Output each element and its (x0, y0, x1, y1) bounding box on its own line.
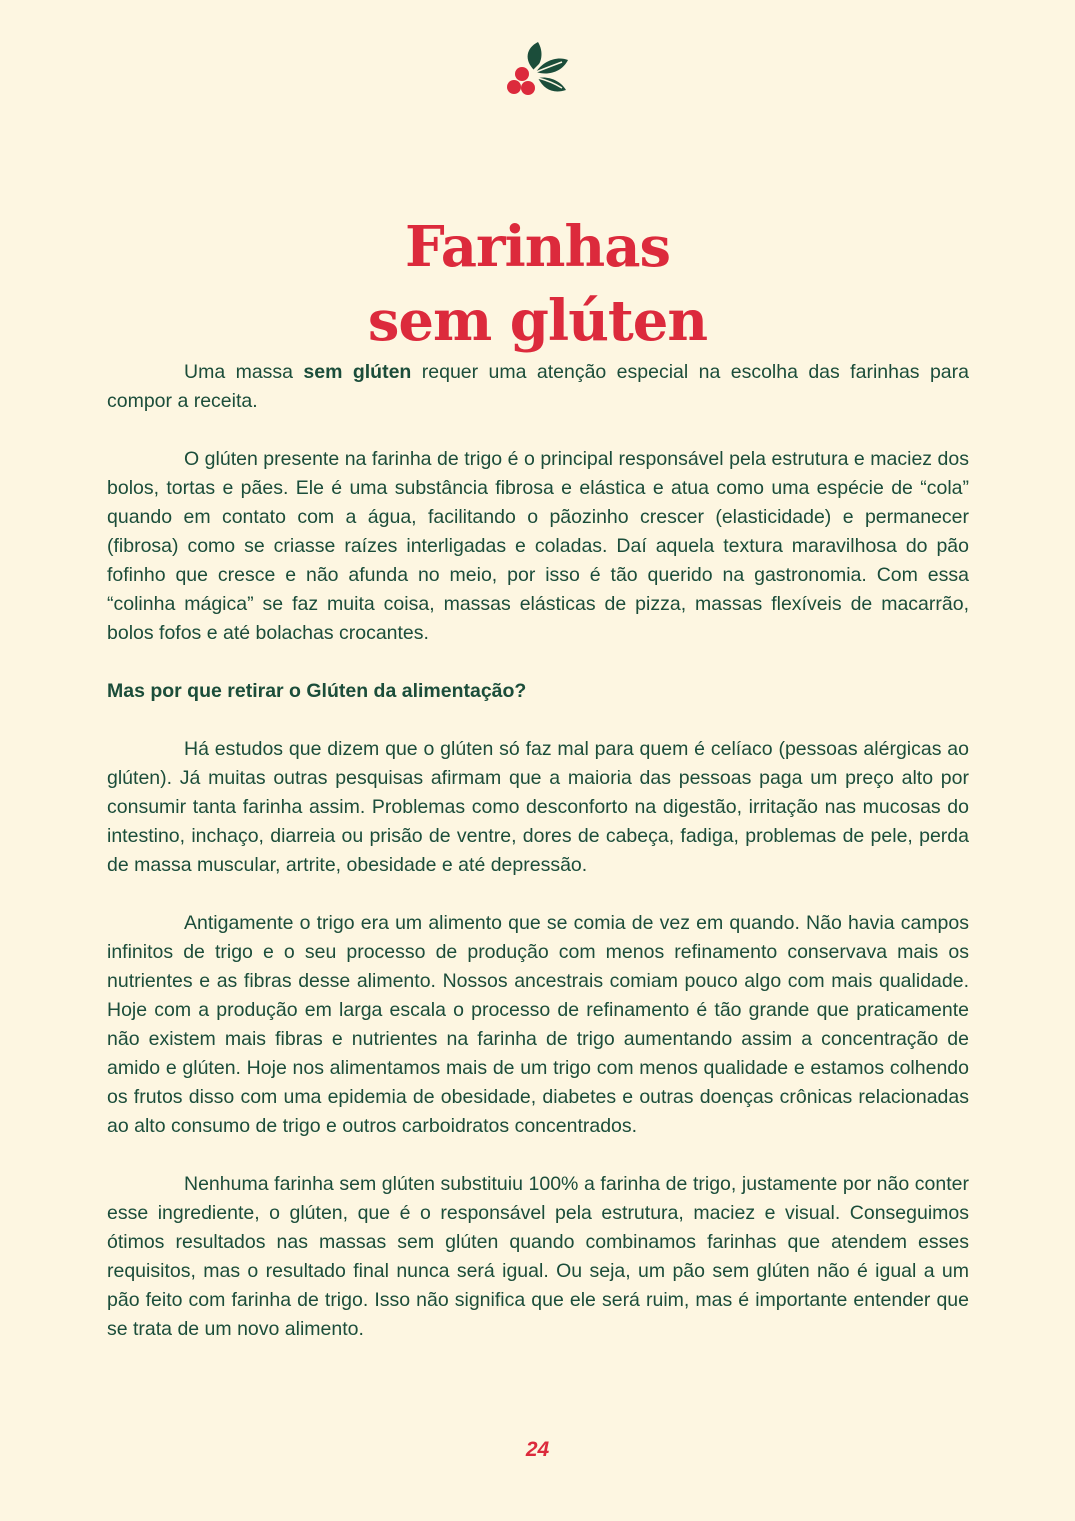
title-line-2: sem glúten (367, 287, 708, 354)
intro-text-before: Uma massa (184, 361, 304, 383)
history-paragraph: Antigamente o trigo era um alimento que se comia de vez em quando. Não havia campos infinitos de trigo e o seu processo de produção com menos refinamento conservava mais os nutrientes e as fibras desse alimento. Nossos ancestrais comiam pouco algo com mais qualidade. Hoje com a produção em larga escala o processo de refinamento é tão grande que praticamente não existem mais fibras e nutrientes na farinha de trigo aumentando assim a concentração de amido e glúten. Hoje nos alimentamos mais de um trigo com menos qualidade e estamos colhendo os frutos disso com uma epidemia de obesidade, diabetes e outras doenças crônicas relacionadas ao alto consumo de trigo e outros carboidratos concentrados. (107, 912, 969, 1137)
title-line-1: Farinhas (405, 213, 670, 280)
page-number: 24 (525, 1438, 550, 1461)
page-title (0, 210, 1075, 358)
substitution-paragraph: Nenhuma farinha sem glúten substituiu 100% a farinha de trigo, justamente por não conter esse ingrediente, o glúten, que é o responsável pela estrutura, maciez e visual. Conseguimos ótimos resultados nas massas sem glúten quando combinamos farinhas que atendem esses requisitos, mas o resultado final nunca será igual. Ou seja, um pão sem glúten não é igual a um pão feito com farinha de trigo. Isso não significa que ele será ruim, mas é importante entender que se trata de um novo alimento. (107, 1173, 969, 1340)
intro-bold-text: sem glúten (303, 361, 412, 383)
holly-berries-icon (500, 38, 572, 100)
section-heading: Mas por que retirar o Glúten da alimentação? (107, 680, 527, 702)
studies-paragraph: Há estudos que dizem que o glúten só faz mal para quem é celíaco (pessoas alérgicas ao glúten). Já muitas outras pesquisas afirmam que a maioria das pessoas paga um preço alto por consumir tanta farinha assim. Problemas como desconforto na digestão, irritação nas mucosas do intestino, inchaço, diarreia ou prisão de ventre, dores de cabeça, fadiga, problemas de pele, perda de massa muscular, artrite, obesidade e até depressão. (107, 738, 969, 876)
gluten-paragraph: O glúten presente na farinha de trigo é o principal responsável pela estrutura e maciez dos bolos, tortas e pães. Ele é uma substância fibrosa e elástica e atua como uma espécie de “cola” quando em contato com a água, facilitando o pãozinho crescer (elasticidade) e permanecer (fibrosa) como se criasse raízes interligadas e coladas. Daí aquela textura maravilhosa do pão fofinho que cresce e não afunda no meio, por isso é tão querido na gastronomia. Com essa “colinha mágica” se faz muita coisa, massas elásticas de pizza, massas flexíveis de macarrão, bolos fofos e até bolachas crocantes. (107, 448, 969, 644)
intro-paragraph (107, 358, 969, 416)
intro-text-after: requer uma atenção especial na escolha das farinhas para compor a receita. (107, 361, 969, 412)
article-body (107, 358, 969, 1344)
